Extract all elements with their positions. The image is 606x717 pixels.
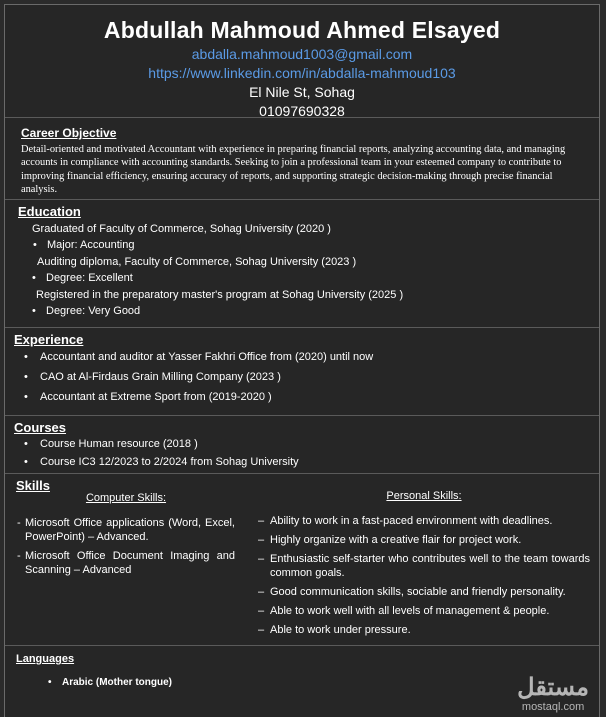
career-objective-section (5, 118, 599, 200)
list-item: • Accountant at Extreme Sport from (2019-2020 ) (40, 387, 599, 407)
list-item: • Course IC3 12/2023 to 2/2024 from Sohag University (40, 453, 599, 471)
resume-header (5, 5, 599, 118)
career-objective-title: Career Objective (21, 126, 117, 140)
career-objective-text: Detail-oriented and motivated Accountant with experience in preparing financial reports, analyzing accounting data, and managing accounts in compliance with accounting standards. Seeking to join a professional team in your esteemed company to contribute to improving financial efficiency, ensuring accuracy of reports, and supporting strategic decision-making through precise financial analysis. (21, 144, 566, 196)
education-line: Auditing diploma, Faculty of Commerce, Sohag University (2023 ) (37, 255, 357, 268)
computer-skills-column (17, 490, 235, 582)
linkedin-link[interactable]: https://www.linkedin.com/in/abdalla-mahmoud103 (148, 65, 456, 81)
education-section (5, 200, 599, 328)
list-item: – Enthusiastic self-starter who contributes well to the team towards common goals. (258, 552, 590, 580)
list-item: - Microsoft Office Document Imaging and Scanning – Advanced (17, 549, 235, 577)
languages-title: Languages (16, 653, 75, 665)
experience-list (14, 347, 599, 407)
resume-page (4, 4, 600, 717)
list-item: – Highly organize with a creative flair for project work. (258, 533, 590, 547)
languages-section (5, 646, 599, 706)
courses-title: Courses (14, 420, 67, 435)
personal-skills-title: Personal Skills: (386, 490, 462, 502)
computer-skills-title: Computer Skills: (85, 492, 167, 504)
education-line: Registered in the preparatory master's program at Sohag University (2025 ) (36, 288, 404, 301)
education-line: • Degree: Very Good (46, 303, 599, 319)
list-item: • Course Human resource (2018 ) (40, 435, 599, 453)
list-item: – Able to work under pressure. (258, 623, 590, 637)
skills-title: Skills (16, 478, 50, 493)
list-item: – Good communication skills, sociable and friendly personality. (258, 585, 590, 599)
watermark-domain: mostaql.com (521, 701, 585, 713)
courses-list (14, 435, 599, 471)
list-item: • Arabic (Mother tongue) (62, 677, 599, 688)
education-title: Education (18, 204, 81, 219)
experience-section (5, 328, 599, 416)
education-line: Graduated of Faculty of Commerce, Sohag University (2020 ) (32, 223, 331, 235)
full-name: Abdullah Mahmoud Ahmed Elsayed (103, 17, 501, 43)
list-item: - Microsoft Office applications (Word, Excel, PowerPoint) – Advanced. (17, 516, 235, 544)
experience-title: Experience (14, 332, 84, 347)
list-item: • CAO at Al-Firdaus Grain Milling Company (2023 ) (40, 367, 599, 387)
list-item: – Ability to work in a fast-paced environment with deadlines. (258, 514, 590, 528)
personal-skills-column (258, 488, 590, 642)
email-link[interactable]: abdalla.mahmoud1003@gmail.com (191, 46, 413, 62)
education-line: • Degree: Excellent (46, 270, 599, 286)
mostaql-watermark (517, 675, 589, 713)
list-item: • Accountant and auditor at Yasser Fakhri Office from (2020) until now (40, 347, 599, 367)
address: El Nile St, Sohag (249, 84, 355, 100)
skills-section (5, 474, 599, 646)
watermark-logo: مستقل (517, 674, 589, 701)
list-item: – Able to work well with all levels of management & people. (258, 604, 590, 618)
courses-section (5, 416, 599, 474)
education-line: • Major: Accounting (47, 237, 599, 253)
phone-number: 01097690328 (259, 103, 345, 119)
